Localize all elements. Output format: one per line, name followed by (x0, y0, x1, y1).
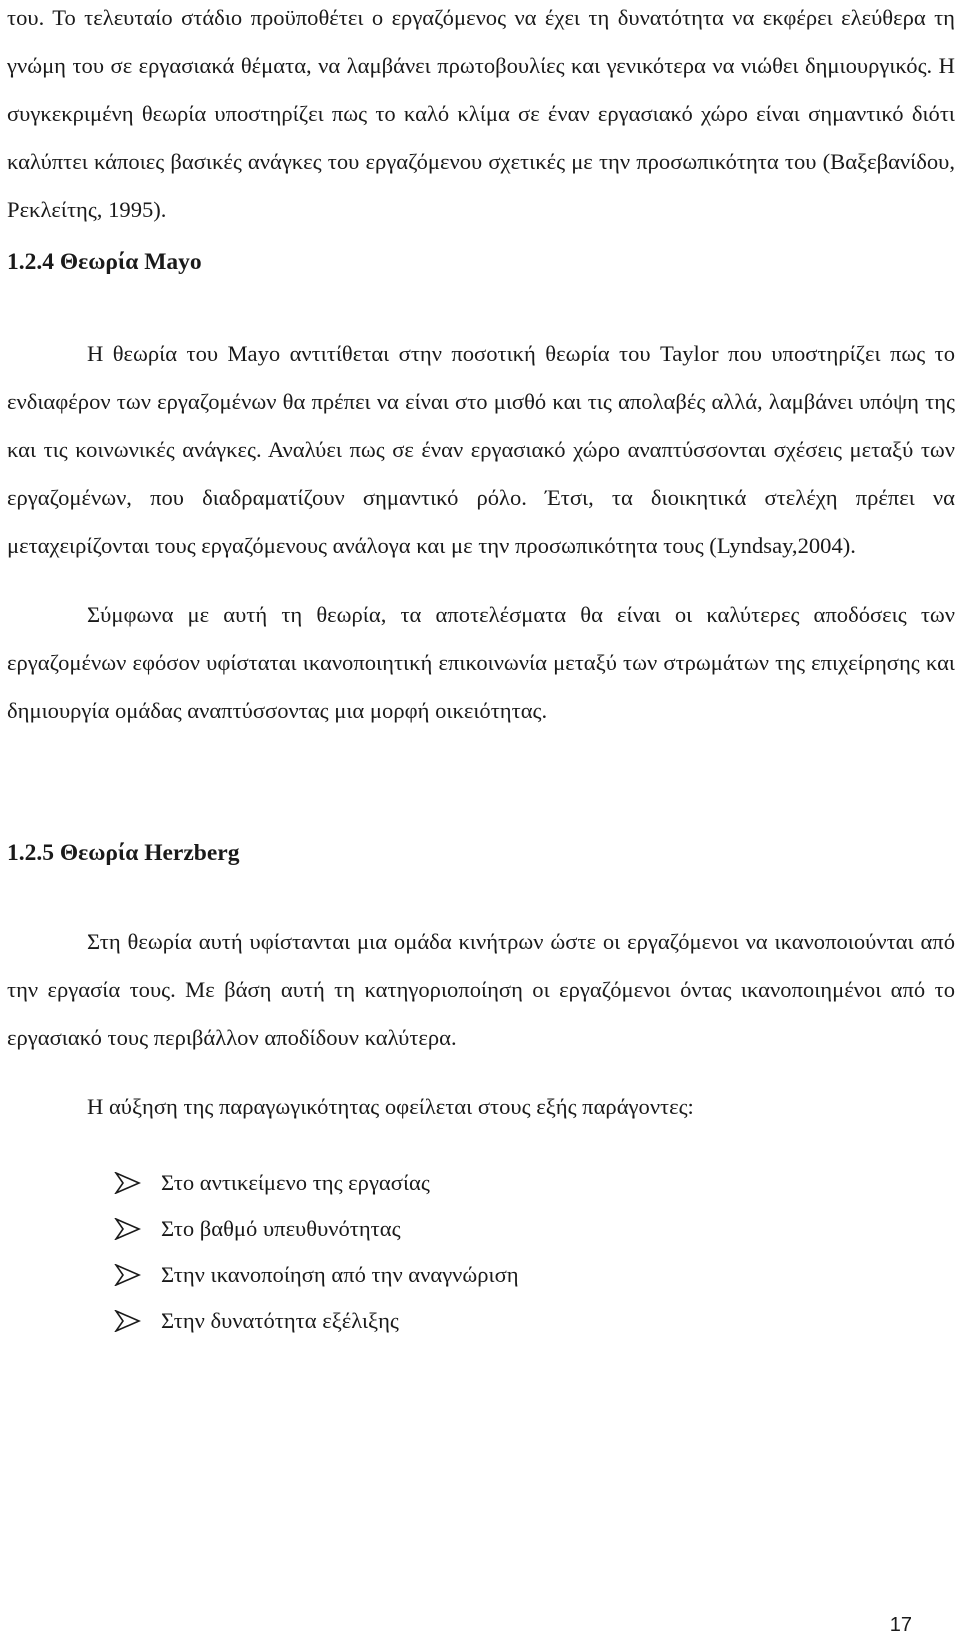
paragraph-mayo-2: Σύμφωνα με αυτή τη θεωρία, τα αποτελέσματα θα είναι οι καλύτερες αποδόσεις των εργαζομένων εφόσον υφίσταται ικανοποιητική επικοινωνία μεταξύ των στρωμάτων της επιχείρησης και δημιουργία ομάδας αναπτύσσοντας μια μορφή οικειότητας. (7, 602, 955, 723)
list-item (114, 1298, 955, 1344)
page-content (7, 0, 955, 1344)
paragraph-herzberg-1: Στη θεωρία αυτή υφίστανται μια ομάδα κινήτρων ώστε οι εργαζόμενοι να ικανοποιούνται από την εργασία τους. Με βάση αυτή τη κατηγοριοποίηση οι εργαζόμενοι όντας ικανοποιημένοι από το εργασιακό τους περιβάλλον αποδίδουν καλύτερα. (7, 929, 955, 1050)
paragraph-herzberg-2: Η αύξηση της παραγωγικότητας οφείλεται στους εξής παράγοντες: (87, 1094, 694, 1119)
list-item-label: Στο βαθμό υπευθυνότητας (161, 1216, 401, 1241)
arrowhead-bullet-icon (114, 1264, 141, 1286)
paragraph-mayo-1: Η θεωρία του Mayo αντιτίθεται στην ποσοτική θεωρία του Taylor που υποστηρίζει πως το ενδιαφέρον των εργαζομένων θα πρέπει να είναι στο μισθό και τις απολαβές αλλά, λαμβάνει υπόψη της και τις κοινωνικές ανάγκες. Αναλύει πως σε έναν εργασιακό χώρο αναπτύσσονται σχέσεις μεταξύ των εργαζομένων, που διαδραματίζουν σημαντικό ρόλο. Έτσι, τα διοικητικά στελέχη πρέπει να μεταχειρίζονται τους εργαζόμενους ανάλογα και με την προσωπικότητα τους (Lyndsay,2004). (7, 341, 955, 558)
arrowhead-bullet-icon (114, 1218, 141, 1240)
section-heading-mayo: 1.2.4 Θεωρία Mayo (7, 249, 202, 275)
paragraph-intro: του. Το τελευταίο στάδιο προϋποθέτει ο εργαζόμενος να έχει τη δυνατότητα να εκφέρει ελεύθερα τη γνώμη του σε εργασιακά θέματα, να λαμβάνει πρωτοβουλίες και γενικότερα να νιώθει δημιουργικός. Η συγκεκριμένη θεωρία υποστηρίζει πως το καλό κλίμα σε έναν εργασιακό χώρο είναι σημαντικό διότι καλύπτει κάποιες βασικές ανάγκες του εργαζόμενου σχετικές με την προσωπικότητα του (Βαξεβανίδου, Ρεκλείτης, 1995). (7, 5, 955, 222)
page-number: 17 (889, 1614, 912, 1636)
list-item-label: Στην ικανοποίηση από την αναγνώριση (161, 1262, 519, 1287)
list-item (114, 1206, 955, 1252)
section-heading-herzberg: 1.2.5 Θεωρία Herzberg (7, 840, 240, 866)
factor-list (7, 1160, 955, 1344)
list-item (114, 1160, 955, 1206)
list-item (114, 1252, 955, 1298)
arrowhead-bullet-icon (114, 1172, 141, 1194)
list-item-label: Στην δυνατότητα εξέλιξης (161, 1308, 399, 1333)
arrowhead-bullet-icon (114, 1310, 141, 1332)
list-item-label: Στο αντικείμενο της εργασίας (161, 1170, 430, 1195)
